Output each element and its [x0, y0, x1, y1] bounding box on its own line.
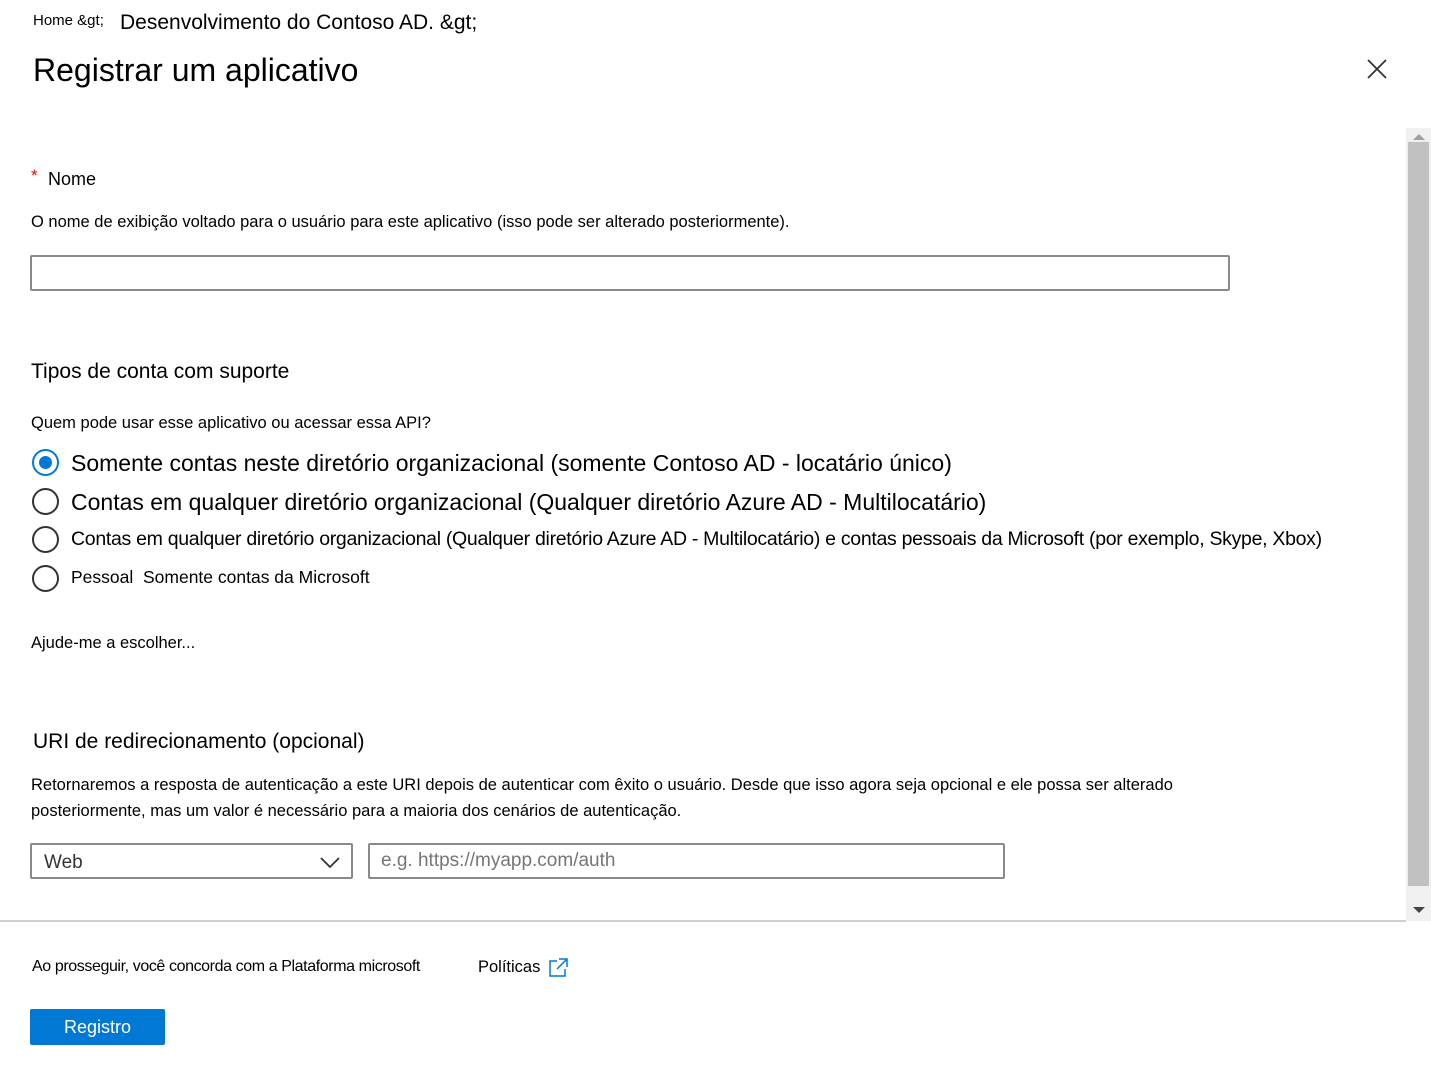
policies-link[interactable]: Políticas	[478, 958, 541, 976]
scrollbar-thumb[interactable]	[1408, 142, 1429, 886]
scroll-up-arrow-icon[interactable]	[1413, 134, 1425, 140]
name-label: Nome	[48, 169, 97, 189]
external-link-icon[interactable]	[548, 957, 569, 978]
platform-select[interactable]	[30, 843, 353, 879]
scroll-down-arrow-icon[interactable]	[1413, 907, 1425, 913]
platform-select-value: Web	[44, 852, 83, 873]
chevron-down-icon	[320, 855, 340, 869]
name-description: O nome de exibição voltado para o usuário para este aplicativo (isso pode ser alterado posteriormente).	[31, 213, 790, 231]
radio-label-single-tenant[interactable]: Somente contas neste diretório organizacional (somente Contoso AD - locatário único)	[71, 450, 952, 476]
redirect-description-2: posteriormente, mas um valor é necessário para a maioria dos cenários de autenticação.	[31, 802, 682, 820]
agreement-text: Ao prosseguir, você concorda com a Plataforma microsoft	[32, 958, 420, 975]
radio-label-multitenant[interactable]: Contas em qualquer diretório organizacional (Qualquer diretório Azure AD - Multilocatário)	[71, 489, 987, 515]
radio-personal[interactable]	[32, 565, 59, 592]
breadcrumb-directory[interactable]: Desenvolvimento do Contoso AD. &gt;	[120, 11, 478, 34]
redirect-description-1: Retornaremos a resposta de autenticação a este URI depois de autenticar com êxito o usuário. Desde que isso agora seja opcional e ele possa ser alterado	[31, 776, 1173, 794]
name-input[interactable]	[30, 255, 1230, 291]
help-choose-link[interactable]: Ajude-me a escolher...	[31, 634, 196, 652]
redirect-uri-input[interactable]	[368, 843, 1005, 879]
required-mark: *	[31, 166, 38, 185]
breadcrumb-home[interactable]: Home &gt;	[33, 12, 104, 29]
radio-label-personal[interactable]: Pessoal Somente contas da Microsoft	[71, 567, 370, 587]
radio-multitenant[interactable]	[32, 488, 59, 515]
page-title: Registrar um aplicativo	[33, 52, 359, 88]
close-icon[interactable]	[1364, 56, 1390, 82]
scrollbar[interactable]	[1406, 128, 1431, 921]
register-button[interactable]: Registro	[30, 1009, 165, 1045]
radio-label-multitenant-personal[interactable]: Contas em qualquer diretório organizacional (Qualquer diretório Azure AD - Multilocatário) e contas pessoais da Microsoft (por exemplo, Skype, Xbox)	[71, 528, 1322, 550]
radio-single-tenant[interactable]	[32, 449, 59, 476]
account-types-question: Quem pode usar esse aplicativo ou acessar essa API?	[31, 414, 431, 432]
redirect-heading: URI de redirecionamento (opcional)	[33, 730, 365, 753]
account-types-heading: Tipos de conta com suporte	[31, 360, 290, 383]
radio-multitenant-personal[interactable]	[32, 526, 59, 553]
footer-divider	[0, 920, 1406, 922]
